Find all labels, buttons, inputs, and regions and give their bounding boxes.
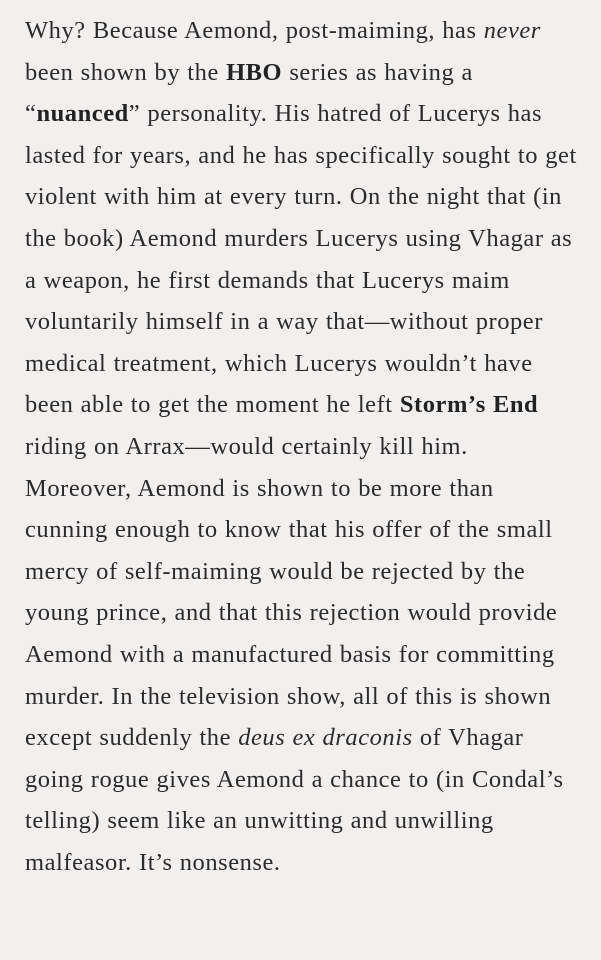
emphasis-never: never	[483, 17, 541, 44]
text-segment: Why? Because Aemond, post-maiming, has	[25, 17, 484, 44]
text-segment: series as having a “	[25, 58, 473, 128]
bold-nuanced: nuanced	[36, 100, 129, 128]
text-segment: of Vhagar going rogue gives Aemond a chance to (in Condal’s telling) seem like an unwitting and unwilling malfeasor. It’s nonsense.	[25, 724, 564, 876]
text-segment: been shown by the	[25, 58, 227, 86]
emphasis-deus-ex-draconis: deus ex draconis	[238, 724, 413, 752]
text-segment: ” personality. His hatred of Lucerys has lasted for years, and he has specifically sought to get violent with him at every turn. On the night that (in the book) Aemond murders Lucerys using Vhagar as a weapon, he first demands that Lucerys maim voluntarily himself in a way that—without proper medical treatment, which Lucerys wouldn’t have been able to get the moment he left	[25, 100, 577, 419]
text-segment: riding on Arrax—would certainly kill him. Moreover, Aemond is shown to be more than cunning enough to know that his offer of the small mercy of self-maiming would be rejected by the young prince, and that this rejection would provide Aemond with a manufactured basis for committing murder. In the television show, all of this is shown except suddenly the	[25, 432, 558, 752]
bold-hbo: HBO	[226, 58, 283, 86]
article-paragraph	[25, 10, 581, 883]
bold-storms-end: Storm’s End	[399, 391, 539, 419]
